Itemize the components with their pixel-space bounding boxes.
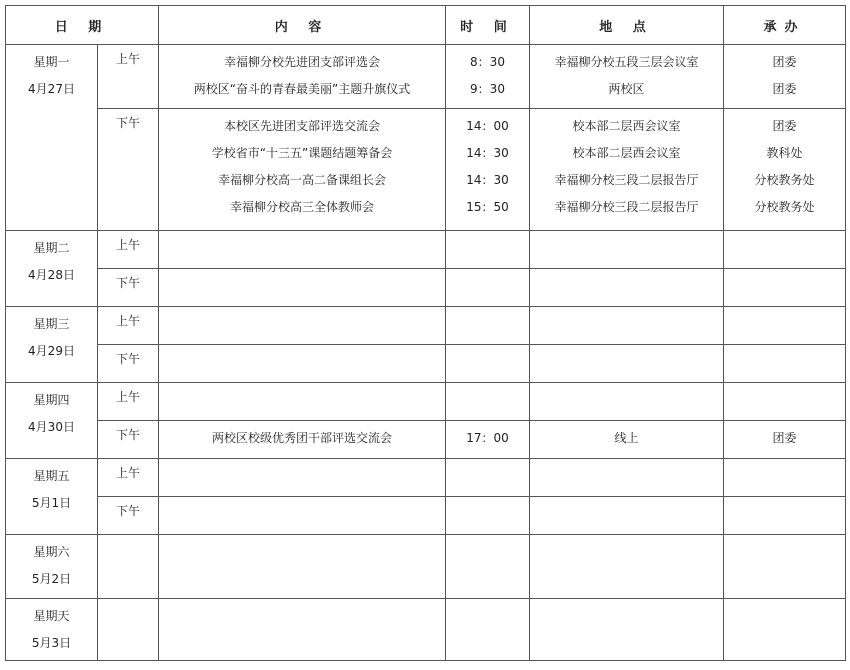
event-place: 幸福柳分校三段二层报告厅: [554, 173, 699, 187]
time-cell: [446, 109, 530, 231]
weekday-label: 星期二: [33, 241, 70, 255]
day-cell-mon: [6, 45, 98, 231]
table-row: [6, 383, 846, 421]
host-cell: [724, 269, 846, 307]
event-content: 学校省市“十三五”课题结题筹备会: [211, 146, 393, 160]
event-time: 14：00: [466, 119, 509, 133]
event-host: 教科处: [766, 146, 803, 160]
header-time: 时 间: [446, 6, 530, 45]
event-host: 团委: [772, 431, 797, 445]
content-cell: [159, 535, 446, 599]
date-label: 5月1日: [31, 496, 72, 510]
event-time: 8：30: [470, 55, 505, 69]
header-row: [6, 6, 846, 45]
table-row: [6, 459, 846, 497]
event-content: 幸福柳分校高三全体教师会: [229, 200, 374, 214]
content-cell: [159, 269, 446, 307]
place-cell: [530, 269, 724, 307]
content-cell: [159, 45, 446, 109]
place-cell: [530, 109, 724, 231]
event-host: 分校教务处: [754, 200, 815, 214]
place-cell: [530, 535, 724, 599]
event-place: 校本部二层西会议室: [572, 119, 681, 133]
host-cell: [724, 231, 846, 269]
event-time: 14：30: [466, 173, 509, 187]
date-label: 4月29日: [28, 344, 75, 358]
place-cell: [530, 45, 724, 109]
table-row: [6, 45, 846, 109]
table-row: [6, 269, 846, 307]
half-am: 上午: [98, 459, 159, 497]
place-cell: [530, 421, 724, 459]
weekday-label: 星期四: [33, 393, 70, 407]
table-row: [6, 231, 846, 269]
event-host: 团委: [772, 119, 797, 133]
place-cell: [530, 599, 724, 661]
date-label: 4月28日: [28, 268, 75, 282]
content-cell: [159, 383, 446, 421]
time-cell: [446, 599, 530, 661]
time-cell: [446, 497, 530, 535]
table-row: [6, 497, 846, 535]
time-cell: [446, 459, 530, 497]
half-am: 上午: [98, 383, 159, 421]
weekday-label: 星期三: [33, 317, 70, 331]
half-pm: 下午: [98, 497, 159, 535]
host-cell: [724, 459, 846, 497]
time-cell: [446, 307, 530, 345]
event-host: 团委: [772, 55, 797, 69]
host-cell: [724, 109, 846, 231]
event-time: 17：00: [466, 431, 509, 445]
place-cell: [530, 307, 724, 345]
event-content: 幸福柳分校高一高二备课组长会: [217, 173, 386, 187]
half-am: 上午: [98, 231, 159, 269]
time-cell: [446, 45, 530, 109]
date-label: 5月2日: [31, 572, 72, 586]
host-cell: [724, 497, 846, 535]
table-row: [6, 599, 846, 661]
host-cell: [724, 345, 846, 383]
day-cell-tue: [6, 231, 98, 307]
event-time: 14：30: [466, 146, 509, 160]
place-cell: [530, 231, 724, 269]
place-cell: [530, 383, 724, 421]
event-content: 幸福柳分校先进团支部评选会: [223, 55, 380, 69]
time-cell: [446, 421, 530, 459]
event-time: 15：50: [466, 200, 509, 214]
half-cell: [98, 599, 159, 661]
half-cell: [98, 535, 159, 599]
host-cell: [724, 45, 846, 109]
schedule-table: [5, 5, 846, 661]
host-cell: [724, 421, 846, 459]
time-cell: [446, 269, 530, 307]
table-row: [6, 109, 846, 231]
date-label: 4月30日: [28, 420, 75, 434]
day-cell-wed: [6, 307, 98, 383]
content-cell: [159, 421, 446, 459]
half-am: 上午: [98, 307, 159, 345]
header-host: 承办: [724, 6, 846, 45]
table-row: [6, 307, 846, 345]
event-place: 线上: [614, 431, 639, 445]
host-cell: [724, 307, 846, 345]
event-content: 本校区先进团支部评选交流会: [223, 119, 380, 133]
host-cell: [724, 535, 846, 599]
time-cell: [446, 345, 530, 383]
event-host: 团委: [772, 82, 797, 96]
date-label: 5月3日: [31, 636, 72, 650]
event-host: 分校教务处: [754, 173, 815, 187]
host-cell: [724, 599, 846, 661]
date-label: 4月27日: [28, 82, 75, 96]
table-row: [6, 535, 846, 599]
header-place: 地 点: [530, 6, 724, 45]
table-row: [6, 421, 846, 459]
time-cell: [446, 383, 530, 421]
half-am: 上午: [98, 45, 159, 109]
day-cell-sun: [6, 599, 98, 661]
content-cell: [159, 459, 446, 497]
content-cell: [159, 497, 446, 535]
day-cell-thu: [6, 383, 98, 459]
day-cell-sat: [6, 535, 98, 599]
content-cell: [159, 345, 446, 383]
day-cell-fri: [6, 459, 98, 535]
event-place: 两校区: [608, 82, 645, 96]
half-pm: 下午: [98, 345, 159, 383]
weekday-label: 星期天: [33, 609, 70, 623]
time-cell: [446, 535, 530, 599]
content-cell: [159, 599, 446, 661]
weekday-label: 星期一: [33, 55, 70, 69]
header-content: 内 容: [159, 6, 446, 45]
header-date: 日 期: [6, 6, 159, 45]
event-place: 幸福柳分校五段三层会议室: [554, 55, 699, 69]
event-time: 9：30: [470, 82, 505, 96]
place-cell: [530, 459, 724, 497]
content-cell: [159, 231, 446, 269]
half-pm: 下午: [98, 109, 159, 231]
table-row: [6, 345, 846, 383]
host-cell: [724, 383, 846, 421]
event-content: 两校区校级优秀团干部评选交流会: [211, 431, 392, 445]
half-pm: 下午: [98, 421, 159, 459]
content-cell: [159, 307, 446, 345]
weekday-label: 星期六: [33, 545, 70, 559]
event-content: 两校区“奋斗的青春最美丽”主题升旗仪式: [193, 82, 411, 96]
content-cell: [159, 109, 446, 231]
event-place: 幸福柳分校三段二层报告厅: [554, 200, 699, 214]
weekday-label: 星期五: [33, 469, 70, 483]
place-cell: [530, 497, 724, 535]
place-cell: [530, 345, 724, 383]
time-cell: [446, 231, 530, 269]
half-pm: 下午: [98, 269, 159, 307]
event-place: 校本部二层西会议室: [572, 146, 681, 160]
